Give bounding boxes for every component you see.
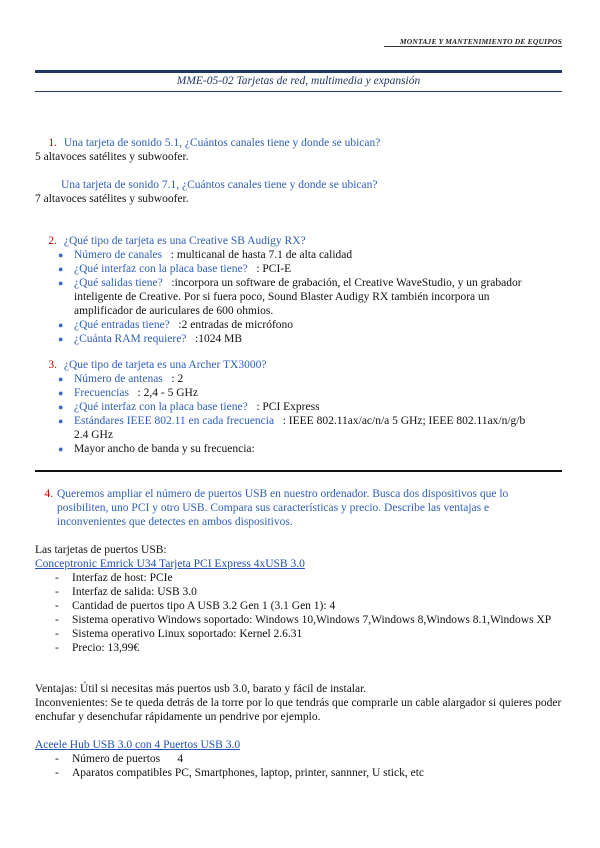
- bullet-icon: ●: [58, 278, 64, 288]
- q2-item: [0, 262, 529, 276]
- q3-list: [0, 372, 529, 456]
- item-label: ¿Qué interfaz con la placa base tiene?: [74, 263, 248, 275]
- item-label: ¿Cuánta RAM requiere?: [74, 333, 187, 345]
- spec-item: [35, 613, 562, 627]
- item-label: Número de canales: [74, 249, 163, 261]
- q1-question-a: [35, 136, 380, 150]
- q3-item: [0, 386, 529, 400]
- q1-answer-a: 5 altavoces satélites y subwoofer.: [35, 151, 189, 163]
- item-separator: :: [186, 333, 199, 345]
- q3-item: [0, 400, 529, 414]
- item-value: 2,4 - 5 GHz: [143, 387, 198, 399]
- bullet-icon: ●: [58, 374, 64, 384]
- bullet-icon: ●: [58, 416, 64, 426]
- device2-link-row: [35, 738, 240, 752]
- item-value: IEEE 802.11ax/ac/n/a 5 GHz; IEEE 802.11ax/n/g/b 2.4 GHz: [74, 415, 526, 441]
- spec-text: Precio: 13,99€: [72, 642, 140, 654]
- item-label: ¿Qué interfaz con la placa base tiene?: [74, 401, 248, 413]
- item-value: PCI-E: [262, 263, 292, 275]
- bullet-icon: ●: [58, 250, 64, 260]
- bullet-icon: ●: [58, 402, 64, 412]
- q3-item: [0, 414, 529, 442]
- item-separator: :: [162, 249, 177, 261]
- item-separator: :: [162, 277, 175, 289]
- q2-item: [0, 332, 529, 346]
- item-value: Mayor ancho de banda y su frecuencia:: [74, 443, 255, 455]
- item-value: PCI Express: [262, 401, 320, 413]
- device1-link[interactable]: Conceptronic Emrick U34 Tarjeta PCI Express 4xUSB 3.0: [35, 558, 305, 570]
- q1-question-a-text: Una tarjeta de sonido 5.1, ¿Cuántos canales tiene y donde se ubican?: [63, 137, 381, 149]
- bullet-icon: ●: [58, 388, 64, 398]
- q2-number: 2.: [48, 235, 57, 247]
- item-separator: :: [247, 401, 263, 413]
- item-value: multicanal de hasta 7.1 de alta calidad: [176, 249, 353, 261]
- dash-icon: -: [55, 642, 59, 654]
- course-header: MONTAJE Y MANTENIMIENTO DE EQUIPOS: [399, 37, 562, 46]
- q4-question: [35, 487, 562, 529]
- dash-icon: -: [55, 767, 59, 779]
- q3-question: [35, 358, 266, 372]
- q2-list: [0, 248, 529, 346]
- header-rule: [384, 46, 562, 47]
- page-title: MME-05-02 Tarjetas de red, multimedia y expansión: [176, 75, 421, 87]
- item-label: ¿Qué entradas tiene?: [74, 319, 170, 331]
- q2-item: [0, 318, 529, 332]
- dash-icon: -: [55, 753, 59, 765]
- item-separator: :: [274, 415, 289, 427]
- item-label: Número de antenas: [74, 373, 163, 385]
- item-value: 2 entradas de micrófono: [181, 319, 294, 331]
- spec-text: Interfaz de host: PCIe: [72, 572, 173, 584]
- dash-icon: -: [55, 572, 59, 584]
- device1-cons: Inconvenientes: Se te queda detrás de la torre por lo que tendrás que comprarle un cable alargador si quieres poder enchufar y desenchufar rápidamente un pendrive por ejemplo.: [35, 697, 562, 723]
- item-separator: :: [162, 373, 178, 385]
- q4-number: 4.: [44, 488, 53, 500]
- bullet-icon: ●: [58, 334, 64, 344]
- item-value: incorpora un software de grabación, el Creative WaveStudio, y un grabador inteligente de Creative. Por si fuera poco, Sound Blaster Audigy RX también incorpora un amplificador de auriculares de 600 ohmios.: [74, 277, 522, 317]
- dash-icon: -: [55, 614, 59, 626]
- spec-item: [35, 571, 562, 585]
- q1-question-b: Una tarjeta de sonido 7.1, ¿Cuántos canales tiene y donde se ubican?: [61, 179, 378, 191]
- q2-item: [0, 248, 529, 262]
- title-bar: [35, 70, 562, 92]
- q3-item: [0, 442, 529, 456]
- spec-text: Cantidad de puertos tipo A USB 3.2 Gen 1 (3.1 Gen 1): 4: [72, 600, 336, 612]
- spec-item: [35, 752, 562, 766]
- spec-text: Número de puertos 4: [72, 753, 184, 765]
- device1-specs: [35, 571, 562, 655]
- section-separator: [35, 470, 562, 472]
- device1-link-row: [35, 557, 305, 571]
- q2-question: [35, 234, 306, 248]
- bullet-icon: ●: [58, 320, 64, 330]
- spec-item: [35, 599, 562, 613]
- device2-link[interactable]: Aceele Hub USB 3.0 con 4 Puertos USB 3.0: [35, 739, 241, 751]
- q1-answer-b: 7 altavoces satélites y subwoofer.: [35, 193, 189, 205]
- spec-item: [35, 585, 562, 599]
- spec-text: Aparatos compatibles PC, Smartphones, laptop, printer, sannner, U stick, etc: [72, 767, 424, 779]
- q3-item: [0, 372, 529, 386]
- dash-icon: -: [55, 600, 59, 612]
- spec-text: Sistema operativo Linux soportado: Kernel 2.6.31: [72, 628, 303, 640]
- item-value: 2: [177, 373, 184, 385]
- spec-item: [35, 641, 562, 655]
- spec-text: Sistema operativo Windows soportado: Windows 10,Windows 7,Windows 8,Windows 8.1,Windows XP: [72, 614, 552, 626]
- q3-question-text: ¿Que tipo de tarjeta es una Archer TX3000?: [63, 359, 267, 371]
- bullet-icon: ●: [58, 264, 64, 274]
- device1-pros: Ventajas: Útil si necesitas más puertos usb 3.0, barato y fácil de instalar.: [35, 683, 367, 695]
- device2-specs: [35, 752, 562, 780]
- q2-question-text: ¿Qué tipo de tarjeta es una Creative SB Audigy RX?: [63, 235, 306, 247]
- q3-number: 3.: [48, 359, 57, 371]
- item-separator: :: [169, 319, 182, 331]
- q2-item: [0, 276, 529, 318]
- item-separator: :: [247, 263, 263, 275]
- dash-icon: -: [55, 586, 59, 598]
- item-label: ¿Qué salidas tiene?: [74, 277, 163, 289]
- q1-number: 1.: [48, 137, 57, 149]
- item-separator: :: [128, 387, 144, 399]
- bullet-icon: ●: [58, 444, 64, 454]
- q4-question-text: Queremos ampliar el número de puertos USB en nuestro ordenador. Busca dos dispositivos que lo posibiliten, uno PCI y otro USB. Compara sus características y precio. Describe las ventajas e inconvenientes que detectes en ambos dispositivos.: [57, 488, 509, 528]
- spec-item: [35, 766, 562, 780]
- item-label: Frecuencias: [74, 387, 129, 399]
- dash-icon: -: [55, 628, 59, 640]
- item-value: 1024 MB: [198, 333, 243, 345]
- q4-intro: Las tarjetas de puertos USB:: [35, 544, 167, 556]
- item-label: Estándares IEEE 802.11 en cada frecuencia: [74, 415, 275, 427]
- spec-item: [35, 627, 562, 641]
- spec-text: Interfaz de salida: USB 3.0: [72, 586, 197, 598]
